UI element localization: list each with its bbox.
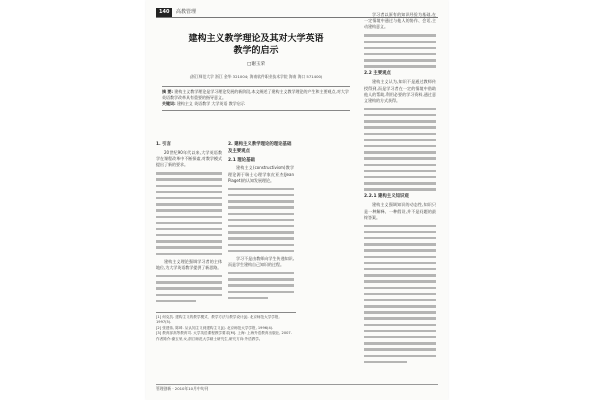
text-line	[228, 272, 294, 274]
text-line	[364, 274, 436, 276]
text-line	[364, 108, 436, 110]
column-left	[156, 140, 222, 306]
right-para-1: 学习者以原有的知识经验为基础,在一定情境中通过与他人的协作、会话,主动建构意义。	[364, 12, 436, 30]
text-line	[364, 120, 436, 122]
text-line	[364, 342, 436, 344]
text-line	[364, 225, 436, 227]
keywords-text: 建构主义 英语教学 大学英语 教学启示	[176, 101, 245, 107]
reference-item: [3] 教育部高等教育司. 大学英语课程教学要求[M]. 上海: 上海外语教育出版社, 2007.	[156, 331, 292, 336]
text-line	[364, 157, 436, 159]
text-line	[364, 59, 436, 61]
abstract-text: 建构主义教学理论是学习理论发展的新阶段,本文阐述了建构主义教学理论的产生和主要观点,对大学英语教学改革具有重要的指导意义。	[162, 89, 349, 101]
middle-subheading: 2.1 理论基础	[228, 157, 255, 163]
text-line	[228, 297, 268, 299]
text-line	[156, 275, 222, 277]
article-author: □谢玉荣	[246, 62, 266, 67]
text-line	[156, 228, 222, 230]
left-para-2: 建构主义理论强调学习者的主体地位,为大学英语教学提供了新思路。	[156, 258, 222, 270]
text-line	[156, 197, 222, 199]
text-line	[364, 182, 436, 184]
text-line	[156, 300, 196, 302]
page-footer	[156, 384, 438, 392]
article-title	[156, 33, 356, 57]
text-line	[156, 209, 222, 211]
text-line	[156, 287, 222, 289]
text-line	[228, 231, 294, 233]
text-line	[156, 253, 222, 255]
text-line	[364, 133, 436, 135]
right-subheading: 2.2 主要观点	[364, 71, 391, 77]
text-line	[364, 324, 436, 326]
text-line	[156, 222, 222, 224]
text-line	[364, 65, 436, 67]
text-line	[364, 126, 436, 128]
column-right	[364, 12, 436, 367]
page-number: 140	[156, 8, 172, 17]
left-para-1: 20世纪90年代以来,大学英语教学在课程改革中不断探索,对教学模式提出了新的要求。	[156, 149, 222, 168]
text-line	[364, 256, 436, 258]
text-line	[364, 268, 436, 270]
author-note: 作者简介:谢玉荣,女,浙江师范大学硕士研究生,研究方向:外语教学。	[156, 336, 263, 341]
middle-heading: 2. 建构主义教学理论的理论基础及主要观点	[228, 142, 292, 154]
abstract-label: 摘 要:	[162, 89, 173, 94]
left-heading: 1. 引言	[156, 142, 172, 147]
abstract-block	[162, 86, 350, 111]
text-line	[364, 34, 436, 36]
text-line	[156, 234, 222, 236]
text-line	[364, 361, 407, 363]
text-line	[364, 317, 436, 319]
column-middle	[228, 140, 294, 303]
text-line	[364, 243, 436, 245]
text-line	[364, 145, 436, 147]
text-line	[364, 336, 436, 338]
right-para-3: 建构主义强调知识的动态性,知识只是一种解释、一种假设,并不是问题的最终答案。	[364, 202, 436, 220]
text-line	[364, 311, 436, 313]
text-line	[228, 213, 294, 215]
journal-name: 管理创新 · 2010年10月中旬刊	[156, 386, 209, 391]
text-line	[156, 216, 222, 218]
text-line	[364, 293, 436, 295]
text-line	[228, 206, 294, 208]
title-line-2: 教学的启示	[233, 46, 279, 56]
middle-para-1: 建构主义(constructivism)教学理论源于瑞士心理学家皮亚杰(Jean Piaget)的认知发展理论。	[228, 165, 294, 183]
text-line	[364, 305, 436, 307]
text-line	[156, 172, 222, 174]
text-line	[228, 188, 294, 190]
text-line	[364, 41, 436, 43]
text-line	[228, 278, 294, 280]
references	[156, 312, 296, 342]
text-line	[156, 178, 222, 180]
text-line	[156, 294, 222, 296]
text-line	[228, 250, 294, 252]
text-line	[228, 237, 294, 239]
text-line	[364, 164, 436, 166]
text-line	[156, 240, 222, 242]
text-line	[228, 194, 294, 196]
author-affiliation: (浙江师范大学 浙江 金华 321004; 海南软件职业技术学院 海南 海口 571400)	[189, 74, 323, 79]
text-line	[364, 348, 436, 350]
text-line	[156, 185, 222, 187]
title-line-1: 建构主义教学理论及其对大学英语	[188, 34, 324, 44]
right-para-2: 建构主义认为,知识不是通过教师传授得到,而是学习者在一定的情境中借助他人的帮助,利用必要的学习资料,通过意义建构的方式获得。	[364, 79, 436, 103]
text-line	[228, 291, 294, 293]
text-line	[156, 203, 222, 205]
text-line	[364, 170, 436, 172]
text-line	[364, 330, 436, 332]
middle-para-2: 学习不是由教师向学生传递知识,而是学生建构自己知识的过程。	[228, 255, 294, 268]
text-line	[228, 200, 294, 202]
journal-page	[146, 0, 448, 400]
keywords-label: 关键词:	[162, 101, 176, 107]
text-line	[228, 219, 294, 221]
text-line	[364, 249, 436, 251]
text-line	[364, 139, 436, 141]
text-line	[228, 284, 294, 286]
text-line	[228, 244, 294, 246]
text-line	[228, 225, 294, 227]
text-line	[364, 47, 436, 49]
text-line	[364, 176, 436, 178]
text-line	[364, 237, 436, 239]
text-line	[364, 151, 436, 153]
text-line	[156, 191, 222, 193]
text-line	[364, 280, 436, 282]
section-name: 高教管理	[176, 9, 197, 15]
text-line	[364, 287, 436, 289]
text-line	[364, 53, 436, 55]
text-line	[364, 355, 436, 357]
reference-item: [1] 何克抗. 建构主义的教学模式、教学方法与教学设计[J]. 北京师范大学学报, 1997(5).	[156, 315, 280, 325]
text-line	[156, 246, 222, 248]
text-line	[364, 262, 436, 264]
text-line	[156, 281, 222, 283]
text-line	[364, 299, 436, 301]
text-line	[364, 114, 436, 116]
right-subheading-2: 2.2.1 建构主义知识观	[364, 194, 409, 200]
text-line	[364, 231, 436, 233]
reference-item: [2] 张建伟, 陈琦. 从认知主义到建构主义[J]. 北京师范大学学报, 1996(4).	[156, 325, 274, 330]
text-line	[364, 188, 436, 190]
